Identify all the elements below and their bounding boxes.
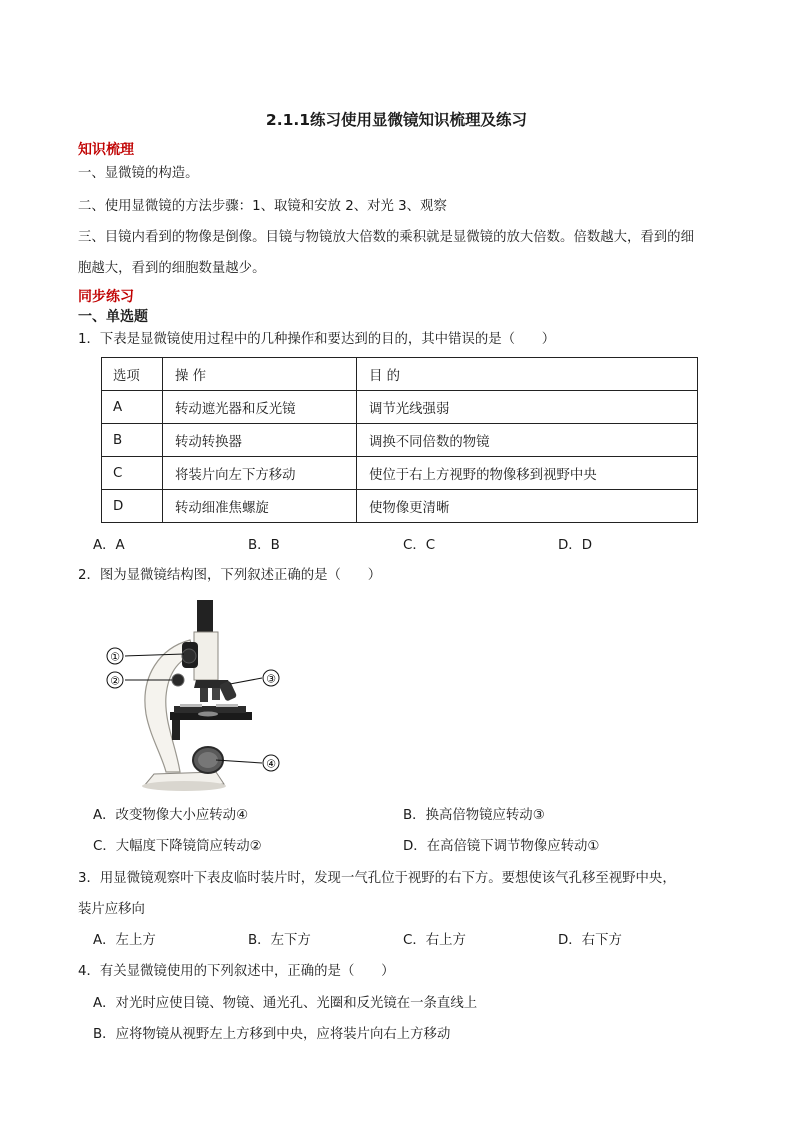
table-row bbox=[102, 490, 698, 523]
table-row bbox=[102, 457, 698, 490]
question-2-option-a: A．改变物像大小应转动④ bbox=[93, 808, 249, 823]
table-cell: A bbox=[102, 391, 163, 424]
table-cell: C bbox=[102, 457, 163, 490]
question-1-table bbox=[101, 357, 698, 523]
question-4-option-b: B．应将物镜从视野左上方移到中央，应将装片向右上方移动 bbox=[93, 1027, 451, 1042]
question-4-option-a: A．对光时应使目镜、物镜、通光孔、光圈和反光镜在一条直线上 bbox=[93, 996, 478, 1011]
section-subheading-single-choice: 一、单选题 bbox=[78, 309, 148, 325]
question-2-option-b: B．换高倍物镜应转动③ bbox=[403, 808, 545, 823]
section-heading-knowledge: 知识梳理 bbox=[78, 142, 134, 158]
table-cell: D bbox=[102, 490, 163, 523]
figure-label-3: ③ bbox=[266, 672, 276, 686]
microscope-diagram bbox=[104, 596, 294, 798]
question-3-option-c: C．右上方 bbox=[403, 933, 466, 948]
section-heading-practice: 同步练习 bbox=[78, 289, 134, 305]
question-3-option-b: B．左下方 bbox=[248, 933, 311, 948]
table-row bbox=[102, 424, 698, 457]
table-cell: 转动细准焦螺旋 bbox=[163, 490, 357, 523]
question-3-option-a: A．左上方 bbox=[93, 933, 156, 948]
table-cell: B bbox=[102, 424, 163, 457]
figure-label-4: ④ bbox=[266, 757, 276, 771]
question-3-stem-line-1: 3．用显微镜观察叶下表皮临时装片时，发现一气孔位于视野的右下方。要想使该气孔移至视野中央， bbox=[78, 871, 676, 886]
table-cell: 使物像更清晰 bbox=[357, 490, 698, 523]
question-1-stem: 1．下表是显微镜使用过程中的几种操作和要达到的目的，其中错误的是（ ） bbox=[78, 332, 556, 347]
table-cell: 将装片向左下方移动 bbox=[163, 457, 357, 490]
question-4-stem: 4．有关显微镜使用的下列叙述中，正确的是（ ） bbox=[78, 964, 395, 979]
question-2-option-c: C．大幅度下降镜筒应转动② bbox=[93, 839, 262, 854]
knowledge-line-2: 二、使用显微镜的方法步骤：1、取镜和安放 2、对光 3、观察 bbox=[78, 199, 447, 214]
table-cell: 使位于右上方视野的物像移到视野中央 bbox=[357, 457, 698, 490]
knowledge-line-4: 胞越大，看到的细胞数量越少。 bbox=[78, 261, 266, 276]
question-3-option-d: D．右下方 bbox=[558, 933, 622, 948]
table-header-cell: 选项 bbox=[102, 358, 163, 391]
question-2-option-d: D．在高倍镜下调节物像应转动① bbox=[403, 839, 600, 854]
question-3-stem-line-2: 装片应移向 bbox=[78, 902, 145, 917]
table-cell: 转动转换器 bbox=[163, 424, 357, 457]
table-row bbox=[102, 391, 698, 424]
table-header-cell: 目 的 bbox=[357, 358, 698, 391]
knowledge-line-1: 一、显微镜的构造。 bbox=[78, 166, 199, 181]
figure-label-1: ① bbox=[110, 650, 120, 664]
table-cell: 转动遮光器和反光镜 bbox=[163, 391, 357, 424]
table-cell: 调节光线强弱 bbox=[357, 391, 698, 424]
table-header-cell: 操 作 bbox=[163, 358, 357, 391]
table-header-row bbox=[102, 358, 698, 391]
question-1-option-c: C．C bbox=[403, 538, 436, 553]
question-1-option-b: B．B bbox=[248, 538, 280, 553]
question-2-stem: 2．图为显微镜结构图，下列叙述正确的是（ ） bbox=[78, 568, 382, 583]
page-title: 2.1.1练习使用显微镜知识梳理及练习 bbox=[265, 111, 528, 129]
question-1-option-d: D．D bbox=[558, 538, 593, 553]
table-cell: 调换不同倍数的物镜 bbox=[357, 424, 698, 457]
question-1-option-a: A．A bbox=[93, 538, 125, 553]
figure-label-2: ② bbox=[110, 674, 120, 688]
knowledge-line-3: 三、目镜内看到的物像是倒像。目镜与物镜放大倍数的乘积就是显微镜的放大倍数。倍数越大，看到的细 bbox=[78, 230, 694, 245]
